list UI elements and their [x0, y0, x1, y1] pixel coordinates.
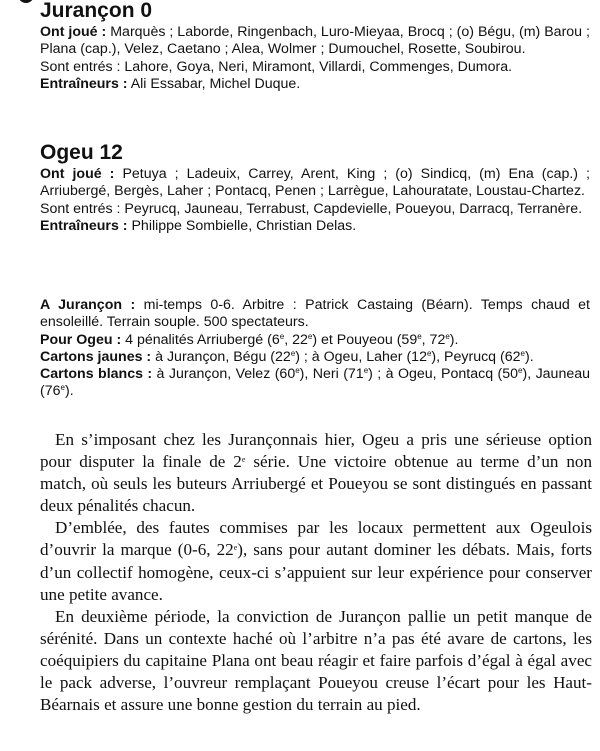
played-paragraph — [40, 24, 590, 59]
scoring-text: ). — [449, 331, 459, 348]
played-list: Petuya ; Ladeuix, Carrey, Arent, King ; (o) Sindicq, (m) Ena (cap.) ; Arriubergé, Bergès, Laher ; Pontacq, Penen ; Larrègue, Lahouratate, Loustau-Chartez. — [40, 166, 590, 200]
team-lineup-jurancon — [40, 24, 590, 93]
white-cards-text: ), Jauneau (76 — [40, 366, 591, 400]
ordinal-sup: e — [445, 331, 450, 341]
yellow-cards-text: à Jurançon, Bégu (22 — [155, 348, 291, 365]
white-cards-text: ). — [64, 383, 74, 400]
played-label: Ont joué : — [40, 24, 107, 40]
white-cards-label: Cartons blancs : — [40, 366, 153, 383]
scoring-text: ) et Pouyeou (59 — [312, 331, 418, 348]
scoring-text: , 72 — [421, 331, 446, 348]
substitutes: Sont entrés : Lahore, Goya, Neri, Miramont, Villardi, Commenges, Dumora. — [40, 58, 513, 75]
venue-paragraph — [40, 297, 590, 332]
ordinal-sup: e — [520, 348, 525, 358]
coaches-paragraph — [40, 76, 590, 93]
played-label: Ont joué : — [40, 166, 115, 182]
played-paragraph — [40, 166, 590, 201]
coaches-label: Entraîneurs : — [40, 217, 128, 234]
coaches-list: Philippe Sombielle, Christian Delas. — [131, 217, 357, 234]
yellow-cards-label: Cartons jaunes : — [40, 348, 152, 365]
yellow-cards-paragraph — [40, 349, 590, 366]
ordinal-sup: e — [241, 455, 246, 465]
white-cards-text: à Jurançon, Velez (60 — [156, 366, 296, 383]
article-paragraph-2 — [40, 517, 592, 605]
white-cards-paragraph — [40, 366, 590, 401]
venue-label: A Jurançon : — [40, 297, 136, 313]
yellow-cards-text: ). — [524, 348, 534, 365]
article-text: ), sans pour autant dominer les débats. Mais, forts d’un collectif homogène, ceux-ci s’appuient sur leur expérience pour conserver une petite avance. — [40, 540, 592, 604]
ordinal-sup: e — [363, 366, 369, 376]
venue-text: mi-temps 0-6. Arbitre : Patrick Castaing (Béarn). Temps chaud et ensoleillé. Terrain souple. 500 spectateurs. — [40, 297, 590, 331]
coaches-label: Entraîneurs : — [40, 75, 128, 92]
scoring-paragraph — [40, 332, 590, 349]
ordinal-sup: e — [307, 331, 313, 341]
article-body — [40, 429, 592, 716]
ordinal-sup: e — [60, 383, 65, 393]
coaches-list: Ali Essabar, Michel Duque. — [130, 75, 301, 92]
coaches-paragraph — [40, 218, 590, 235]
ordinal-sup: e — [279, 331, 285, 341]
substitutes: Sont entrés : Peyrucq, Jauneau, Terrabust, Capdevielle, Poueyou, Darracq, Terranère. — [40, 200, 583, 217]
ordinal-sup: e — [290, 348, 296, 358]
ordinal-sup: e — [233, 543, 238, 553]
white-cards-text: ), Neri (71 — [299, 366, 364, 383]
scoring-label: Pour Ogeu : — [40, 331, 122, 348]
match-info — [40, 297, 590, 401]
article-paragraph-1 — [40, 429, 592, 517]
ordinal-sup: e — [518, 366, 523, 376]
team-header-ogeu: Ogeu 12 — [40, 141, 123, 164]
ordinal-sup: e — [295, 366, 300, 376]
played-list: Marquès ; Laborde, Ringenbach, Luro-Mieyaa, Brocq ; (o) Bégu, (m) Barou ; Plana (cap.), Velez, Caetano ; Alea, Wolmer ; Dumouchel, Rosette, Soubirou. — [40, 24, 590, 58]
ordinal-sup: e — [417, 331, 422, 341]
scoring-text: 4 pénalités Arriubergé (6 — [125, 331, 280, 348]
yellow-cards-text: ) ; à Ogeu, Laher (12 — [295, 348, 427, 365]
white-cards-text: ) ; à Ogeu, Pontacq (50 — [368, 366, 519, 383]
article-text: D’emblée, des fautes commises par les locaux permettent aux Ogeulois d’ouvrir la marque (0-6, 22 — [40, 518, 592, 560]
ordinal-sup: e — [426, 348, 432, 358]
article-paragraph-3: En deuxième période, la conviction de Jurançon pallie un petit manque de sérénité. Dans un contexte haché où l’arbitre n’a pas été avare de cartons, les coéquipiers du capitaine Plana ont beau réagir et faire parfois d’égal à égal avec le pack adverse, l’ouvreur remplaçant Poueyou creuse l’écart pour les Haut-Béarnais et assure une bonne gestion du terrain au pied. — [40, 606, 592, 715]
article-text: En s’imposant chez les Jurançonnais hier, Ogeu a pris une sérieuse option pour disputer la finale de 2 — [40, 430, 592, 472]
section-bullet-icon — [18, 0, 34, 3]
yellow-cards-text: ), Peyrucq (62 — [431, 348, 521, 365]
team-header-jurancon: Jurançon 0 — [40, 0, 153, 22]
scoring-text: , 22 — [284, 331, 308, 348]
team-lineup-ogeu — [40, 166, 590, 235]
article-text: série. Une victoire obtenue au terme d’un non match, où seuls les buteurs Arriubergé et Poueyou se sont distingués en passant deux pénalités chacun. — [40, 452, 593, 516]
